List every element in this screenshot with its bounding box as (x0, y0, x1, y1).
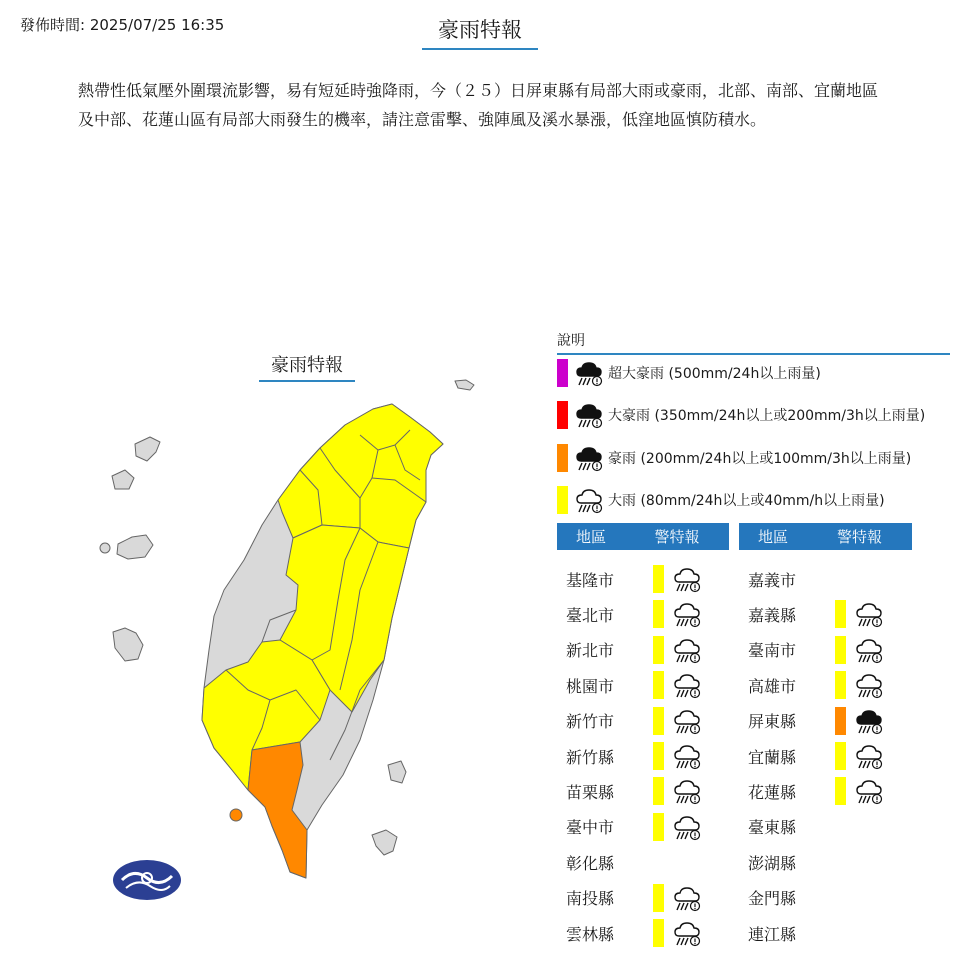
legend-item (557, 485, 885, 515)
cloud-light-rain-icon (672, 670, 702, 700)
warning-swatch (653, 813, 664, 841)
region-warning (627, 564, 702, 594)
region-warning (809, 776, 884, 806)
region-warning (627, 741, 702, 771)
col-region-header: 地區 (575, 528, 606, 546)
cloud-light-rain-icon (672, 599, 702, 629)
region-row (557, 635, 702, 665)
legend-label: 豪雨 (200mm/24h以上或100mm/3h以上雨量) (608, 451, 912, 467)
region-name: 屏東縣 (748, 712, 797, 732)
region-name: 基隆市 (566, 570, 615, 590)
island-liuqiu (230, 809, 242, 821)
region-row (739, 564, 809, 594)
region-row (557, 883, 702, 913)
col-warning-header: 警特報 (836, 528, 882, 546)
warning-swatch (835, 600, 846, 628)
region-warning (627, 812, 702, 842)
warning-swatch (653, 671, 664, 699)
region-row (557, 918, 702, 948)
cloud-light-rain-icon (672, 706, 702, 736)
cloud-light-rain-icon (672, 776, 702, 806)
cloud-light-rain-icon (854, 670, 884, 700)
island-kinmen-2 (112, 470, 134, 489)
region-row (739, 883, 809, 913)
table-header-right (739, 523, 912, 550)
region-name: 連江縣 (748, 924, 797, 944)
cloud-dark-rain-icon (854, 706, 884, 736)
region-name: 桃園市 (566, 676, 615, 696)
region-row (739, 847, 809, 877)
region-row (557, 670, 702, 700)
region-name: 新竹縣 (566, 747, 615, 767)
cloud-light-rain-icon (672, 812, 702, 842)
cloud-light-rain-icon (574, 485, 604, 515)
legend-item (557, 443, 911, 473)
region-name: 宜蘭縣 (748, 747, 797, 767)
issue-time-label: 發佈時間: (20, 16, 86, 34)
region-name: 雲林縣 (566, 924, 615, 944)
region-warning (627, 776, 702, 806)
region-name: 臺北市 (566, 605, 615, 625)
region-name: 臺南市 (748, 641, 797, 661)
region-row (739, 706, 884, 736)
warning-description: 熱帶性低氣壓外圍環流影響，易有短延時強降雨，今（２５）日屏東縣有局部大雨或豪雨，北部、南部、宜蘭地區及中部、花蓮山區有局部大雨發生的機率，請注意雷擊、強陣風及溪水暴漲，低窪地區慎防積水。 (78, 81, 879, 129)
island-penghu-2 (100, 543, 110, 553)
legend-label: 超大豪雨 (500mm/24h以上雨量) (608, 366, 821, 382)
page-title: 豪雨特報 (422, 14, 538, 50)
col-warning-header: 警特報 (654, 528, 700, 546)
island-green (388, 761, 406, 783)
legend-label: 大豪雨 (350mm/24h以上或200mm/3h以上雨量) (608, 408, 926, 424)
warning-swatch (653, 565, 664, 593)
legend-swatch (557, 401, 568, 429)
cloud-dark-rain-icon (574, 443, 604, 473)
table-header-left (557, 523, 729, 550)
island-kinmen-1 (135, 437, 160, 461)
cloud-light-rain-icon (672, 918, 702, 948)
cloud-light-rain-icon (672, 883, 702, 913)
cloud-light-rain-icon (672, 564, 702, 594)
region-row (739, 635, 884, 665)
region-row (557, 599, 702, 629)
region-warning (809, 670, 884, 700)
cloud-dark-rain-icon (574, 400, 604, 430)
region-warning (627, 706, 702, 736)
warning-swatch (835, 671, 846, 699)
issue-time (20, 14, 224, 35)
region-row (557, 847, 627, 877)
region-name: 嘉義縣 (748, 605, 797, 625)
island-penghu-1 (117, 535, 153, 559)
region-name: 金門縣 (748, 889, 797, 909)
region-name: 花蓮縣 (748, 782, 797, 802)
region-row (557, 741, 702, 771)
warning-swatch (653, 707, 664, 735)
warning-swatch (835, 742, 846, 770)
region-warning (809, 706, 884, 736)
region-name: 嘉義市 (748, 570, 797, 590)
warning-swatch (653, 636, 664, 664)
island-penghu-3 (113, 628, 143, 661)
warning-swatch (653, 919, 664, 947)
warning-swatch (653, 884, 664, 912)
cloud-light-rain-icon (672, 635, 702, 665)
region-name: 彰化縣 (566, 853, 615, 873)
warning-swatch (653, 600, 664, 628)
legend-title: 說明 (557, 330, 950, 355)
region-warning (809, 741, 884, 771)
island-matsu (455, 380, 474, 390)
legend-swatch (557, 486, 568, 514)
region-name: 新竹市 (566, 712, 615, 732)
warning-swatch (835, 636, 846, 664)
island-orchid (372, 830, 397, 855)
warning-swatch (653, 742, 664, 770)
legend-item (557, 358, 821, 388)
region-name: 苗栗縣 (566, 782, 615, 802)
region-row (739, 670, 884, 700)
region-name: 高雄市 (748, 676, 797, 696)
region-warning (809, 599, 884, 629)
warning-swatch (835, 777, 846, 805)
region-row (739, 599, 884, 629)
region-warning (627, 635, 702, 665)
region-name: 臺中市 (566, 818, 615, 838)
legend-swatch (557, 359, 568, 387)
cloud-dark-rain-icon (574, 358, 604, 388)
region-warning (627, 918, 702, 948)
region-warning (627, 599, 702, 629)
region-name: 澎湖縣 (748, 853, 797, 873)
region-row (557, 776, 702, 806)
warning-swatch (835, 707, 846, 735)
region-name: 新北市 (566, 641, 615, 661)
col-region-header: 地區 (757, 528, 788, 546)
issue-time-value: 2025/07/25 16:35 (89, 16, 225, 34)
cloud-light-rain-icon (672, 741, 702, 771)
region-row (739, 776, 884, 806)
region-row (739, 741, 884, 771)
region-row (739, 918, 809, 948)
legend-swatch (557, 444, 568, 472)
region-row (557, 812, 702, 842)
warning-swatch (653, 777, 664, 805)
region-warning (809, 635, 884, 665)
region-warning (627, 883, 702, 913)
cloud-light-rain-icon (854, 776, 884, 806)
region-warning (627, 670, 702, 700)
legend-label: 大雨 (80mm/24h以上或40mm/h以上雨量) (608, 493, 885, 509)
cloud-light-rain-icon (854, 599, 884, 629)
region-row (739, 812, 809, 842)
cloud-light-rain-icon (854, 635, 884, 665)
legend-item (557, 400, 925, 430)
cloud-light-rain-icon (854, 741, 884, 771)
taiwan-warning-map (95, 370, 485, 930)
region-name: 臺東縣 (748, 818, 797, 838)
region-row (557, 564, 702, 594)
region-row (557, 706, 702, 736)
region-name: 南投縣 (566, 889, 615, 909)
map-title: 豪雨特報 (259, 351, 355, 382)
